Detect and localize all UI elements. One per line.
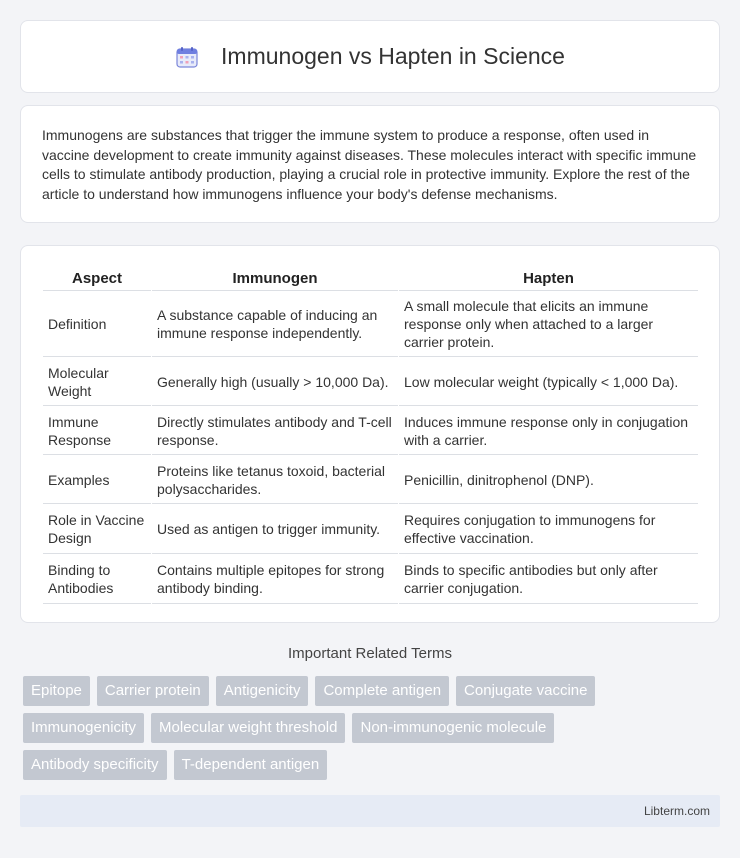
tag-complete-antigen[interactable]: Complete antigen [315,676,449,706]
comparison-card [20,245,720,623]
comparison-table [42,266,699,605]
cell-immunogen: Used as antigen to trigger immunity. [152,505,398,554]
cell-aspect: Binding to Antibodies [43,555,151,604]
table-row [43,555,698,604]
related-terms-list [23,676,723,787]
intro-paragraph: Immunogens are substances that trigger the immune system to produce a response, often used in vaccine development to create immunity against diseases. These molecules interact with specific immune cells to stimulate antibody production, playing a crucial role in protective immunity. Explore the rest of the article to understand how immunogens influence your body's defense mechanisms. [42,127,697,202]
tag-antibody-specificity[interactable]: Antibody specificity [23,750,167,780]
cell-aspect: Definition [43,292,151,357]
cell-aspect: Role in Vaccine Design [43,505,151,554]
cell-hapten: Low molecular weight (typically < 1,000 Da). [399,358,698,406]
cell-immunogen: Directly stimulates antibody and T-cell response. [152,407,398,455]
header-card [20,20,720,93]
cell-immunogen: Generally high (usually > 10,000 Da). [152,358,398,406]
cell-hapten: Induces immune response only in conjugation with a carrier. [399,407,698,455]
intro-card [20,105,720,223]
tag-non-immunogenic-molecule[interactable]: Non-immunogenic molecule [352,713,554,743]
cell-immunogen: Proteins like tetanus toxoid, bacterial polysaccharides. [152,456,398,504]
page-title: Immunogen vs Hapten in Science [221,43,565,69]
related-terms-title: Important Related Terms [288,645,452,662]
cell-hapten: Penicillin, dinitrophenol (DNP). [399,456,698,504]
table-row [43,358,698,406]
footer [20,795,720,827]
cell-hapten: Requires conjugation to immunogens for effective vaccination. [399,505,698,554]
table-row [43,292,698,357]
tag-conjugate-vaccine[interactable]: Conjugate vaccine [456,676,595,706]
header-hapten: Hapten [399,267,698,291]
tag-carrier-protein[interactable]: Carrier protein [97,676,209,706]
tag-t-dependent-antigen[interactable]: T-dependent antigen [174,750,328,780]
tag-epitope[interactable]: Epitope [23,676,90,706]
header-aspect: Aspect [43,267,151,291]
cell-hapten: Binds to specific antibodies but only after carrier conjugation. [399,555,698,604]
tag-antigenicity[interactable]: Antigenicity [216,676,309,706]
cell-hapten: A small molecule that elicits an immune response only when attached to a larger carrier protein. [399,292,698,357]
calendar-icon [175,45,199,69]
footer-site-link[interactable]: Libterm.com [643,804,710,818]
cell-immunogen: A substance capable of inducing an immune response independently. [152,292,398,357]
header-immunogen: Immunogen [152,267,398,291]
cell-aspect: Immune Response [43,407,151,455]
tag-molecular-weight-threshold[interactable]: Molecular weight threshold [151,713,345,743]
table-row [43,407,698,455]
cell-aspect: Examples [43,456,151,504]
table-row [43,505,698,554]
tag-immunogenicity[interactable]: Immunogenicity [23,713,144,743]
cell-immunogen: Contains multiple epitopes for strong antibody binding. [152,555,398,604]
table-row [43,456,698,504]
table-header-row [43,267,698,291]
cell-aspect: Molecular Weight [43,358,151,406]
